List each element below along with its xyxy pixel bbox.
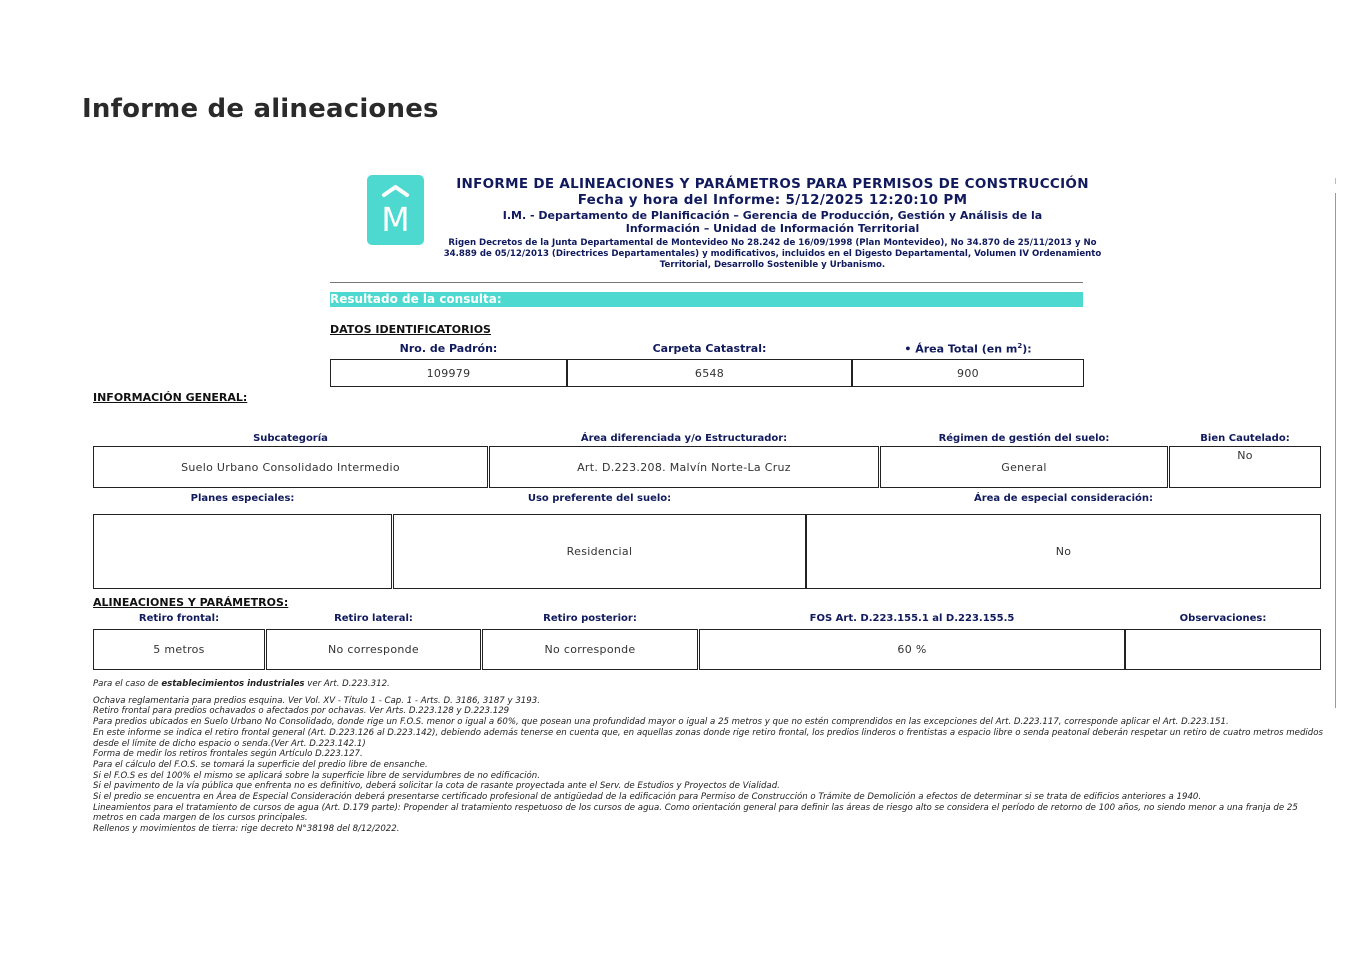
bien-cautelado-value: No bbox=[1169, 446, 1321, 488]
note-line: Si el predio se encuentra en Área de Especial Consideración deberá presentarse certificado profesional de antigüedad de la edificación para Permiso de Construcción o Trámite de Demolición a efectos de determinar si se trata de edificios anteriores a 1940. bbox=[93, 792, 1202, 803]
note-line: Rellenos y movimientos de tierra: rige decreto N°38198 del 8/12/2022. bbox=[93, 824, 400, 835]
page-title: Informe de alineaciones bbox=[82, 94, 439, 124]
im-logo bbox=[367, 175, 424, 245]
area-diferenciada-value: Art. D.223.208. Malvín Norte-La Cruz bbox=[489, 446, 879, 488]
alineaciones-heading: ALINEACIONES Y PARÁMETROS: bbox=[93, 596, 289, 609]
decrees-text: Rigen Decretos de la Junta Departamental de Montevideo No 28.242 de 16/09/1998 (Plan Montevideo), No 34.870 de 25/11/2013 y No 34.889 de 05/12/2013 (Directrices Departamentales) y modificativos, incluidos en el Digesto Departamental, Volumen IV Ordenamiento Territorial, Desarrollo Sostenible y Urbanismo. bbox=[443, 238, 1102, 270]
note-line: Lineamientos para el tratamiento de cursos de agua (Art. D.179 parte): Propender al tratamiento respetuoso de los cursos de agua. Como orientación general para definir las áreas de riesgo alto se considera el período de retorno de 100 años, no siendo menor a una franja de 25 metros en cada margen de los cursos principales. bbox=[93, 802, 1298, 824]
fos-value: 60 % bbox=[699, 629, 1125, 670]
department-line-2: Información – Unidad de Información Territorial bbox=[625, 222, 920, 235]
observaciones-label: Observaciones: bbox=[1179, 613, 1267, 624]
regimen-label: Régimen de gestión del suelo: bbox=[938, 433, 1110, 444]
report-title: INFORME DE ALINEACIONES Y PARÁMETROS PARA PERMISOS DE CONSTRUCCIÓN bbox=[456, 176, 1089, 192]
retiro-frontal-value: 5 metros bbox=[93, 629, 265, 670]
observaciones-value bbox=[1125, 629, 1321, 670]
padron-label: Nro. de Padrón: bbox=[399, 342, 498, 355]
retiro-posterior-label: Retiro posterior: bbox=[543, 613, 637, 624]
regimen-value: General bbox=[880, 446, 1168, 488]
planes-especiales-label: Planes especiales: bbox=[190, 493, 295, 504]
area-especial-label: Área de especial consideración: bbox=[973, 493, 1154, 504]
retiro-lateral-value: No corresponde bbox=[266, 629, 481, 670]
department-line-1: I.M. - Departamento de Planificación – Gerencia de Producción, Gestión y Análisis de la bbox=[502, 209, 1043, 222]
area-total-value: 900 bbox=[852, 359, 1084, 387]
note-line: Ochava reglamentaria para predios esquina. Ver Vol. XV - Título 1 - Cap. 1 - Arts. D. 3186, 3187 y 3193. bbox=[93, 695, 540, 706]
area-diferenciada-label: Área diferenciada y/o Estructurador: bbox=[580, 433, 788, 444]
svg-text:M: M bbox=[381, 200, 410, 239]
subcategoria-label: Subcategoría bbox=[253, 433, 328, 444]
general-info-heading: INFORMACIÓN GENERAL: bbox=[93, 391, 248, 404]
carpeta-label: Carpeta Catastral: bbox=[652, 342, 767, 355]
area-especial-value: No bbox=[806, 514, 1321, 589]
note-line: Para predios ubicados en Suelo Urbano No Consolidado, donde rige un F.O.S. menor o igual a 60%, que posean una profundidad mayor o igual a 25 metros y que no estén comprendidos en las excepciones del Art. D.223.117, corresponde aplicar el Art. D.223.151. bbox=[93, 717, 1229, 728]
area-total-label: • Área Total (en $m^2$): bbox=[904, 342, 1032, 356]
carpeta-value: 6548 bbox=[567, 359, 852, 387]
retiro-lateral-label: Retiro lateral: bbox=[334, 613, 413, 624]
note-line: Retiro frontal para predios ochavados o afectados por ochavas. Ver Arts. D.223.128 y D.223.129 bbox=[93, 706, 510, 717]
planes-especiales-value bbox=[93, 514, 392, 589]
note-industrial: Para el caso de establecimientos industriales ver Art. D.223.312. bbox=[93, 679, 390, 689]
footnotes bbox=[93, 679, 1323, 835]
result-banner: Resultado de la consulta: bbox=[330, 292, 1083, 307]
retiro-frontal-label: Retiro frontal: bbox=[138, 613, 220, 624]
m-logo-icon bbox=[367, 175, 424, 245]
bien-cautelado-label: Bien Cautelado: bbox=[1200, 433, 1290, 444]
note-line: Si el F.O.S es del 100% el mismo se aplicará sobre la superficie libre de servidumbres de no edificación. bbox=[93, 770, 540, 781]
note-line: Forma de medir los retiros frontales según Artículo D.223.127. bbox=[93, 749, 363, 760]
identifiers-heading: DATOS IDENTIFICATORIOS bbox=[330, 323, 491, 336]
report-datetime: Fecha y hora del Informe: 5/12/2025 12:20:10 PM bbox=[577, 192, 968, 208]
scrollbar-track[interactable] bbox=[1335, 193, 1336, 708]
fos-label: FOS Art. D.223.155.1 al D.223.155.5 bbox=[809, 613, 1015, 624]
note-line: En este informe se indica el retiro frontal general (Art. D.223.126 al D.223.142), debiendo además tenerse en cuenta que, en aquellas zonas donde rige retiro frontal, los predios linderos o frentistas a espacio libre o senda peatonal deberán respetar un retiro de cuatro metros medidos desde el límite de dicho espacio o senda.(Ver Art. D.223.142.1) bbox=[93, 727, 1323, 749]
subcategoria-value: Suelo Urbano Consolidado Intermedio bbox=[93, 446, 488, 488]
scrollbar-cap bbox=[1335, 178, 1336, 184]
header-divider bbox=[330, 282, 1083, 283]
uso-preferente-value: Residencial bbox=[393, 514, 806, 589]
padron-value: 109979 bbox=[330, 359, 567, 387]
note-line: Para el cálculo del F.O.S. se tomará la superficie del predio libre de ensanche. bbox=[93, 759, 428, 770]
note-line: Si el pavimento de la vía pública que enfrenta no es definitivo, deberá solicitar la cota de rasante proyectada ante el Serv. de Estudios y Proyectos de Vialidad. bbox=[93, 781, 780, 792]
uso-preferente-label: Uso preferente del suelo: bbox=[527, 493, 672, 504]
retiro-posterior-value: No corresponde bbox=[482, 629, 698, 670]
